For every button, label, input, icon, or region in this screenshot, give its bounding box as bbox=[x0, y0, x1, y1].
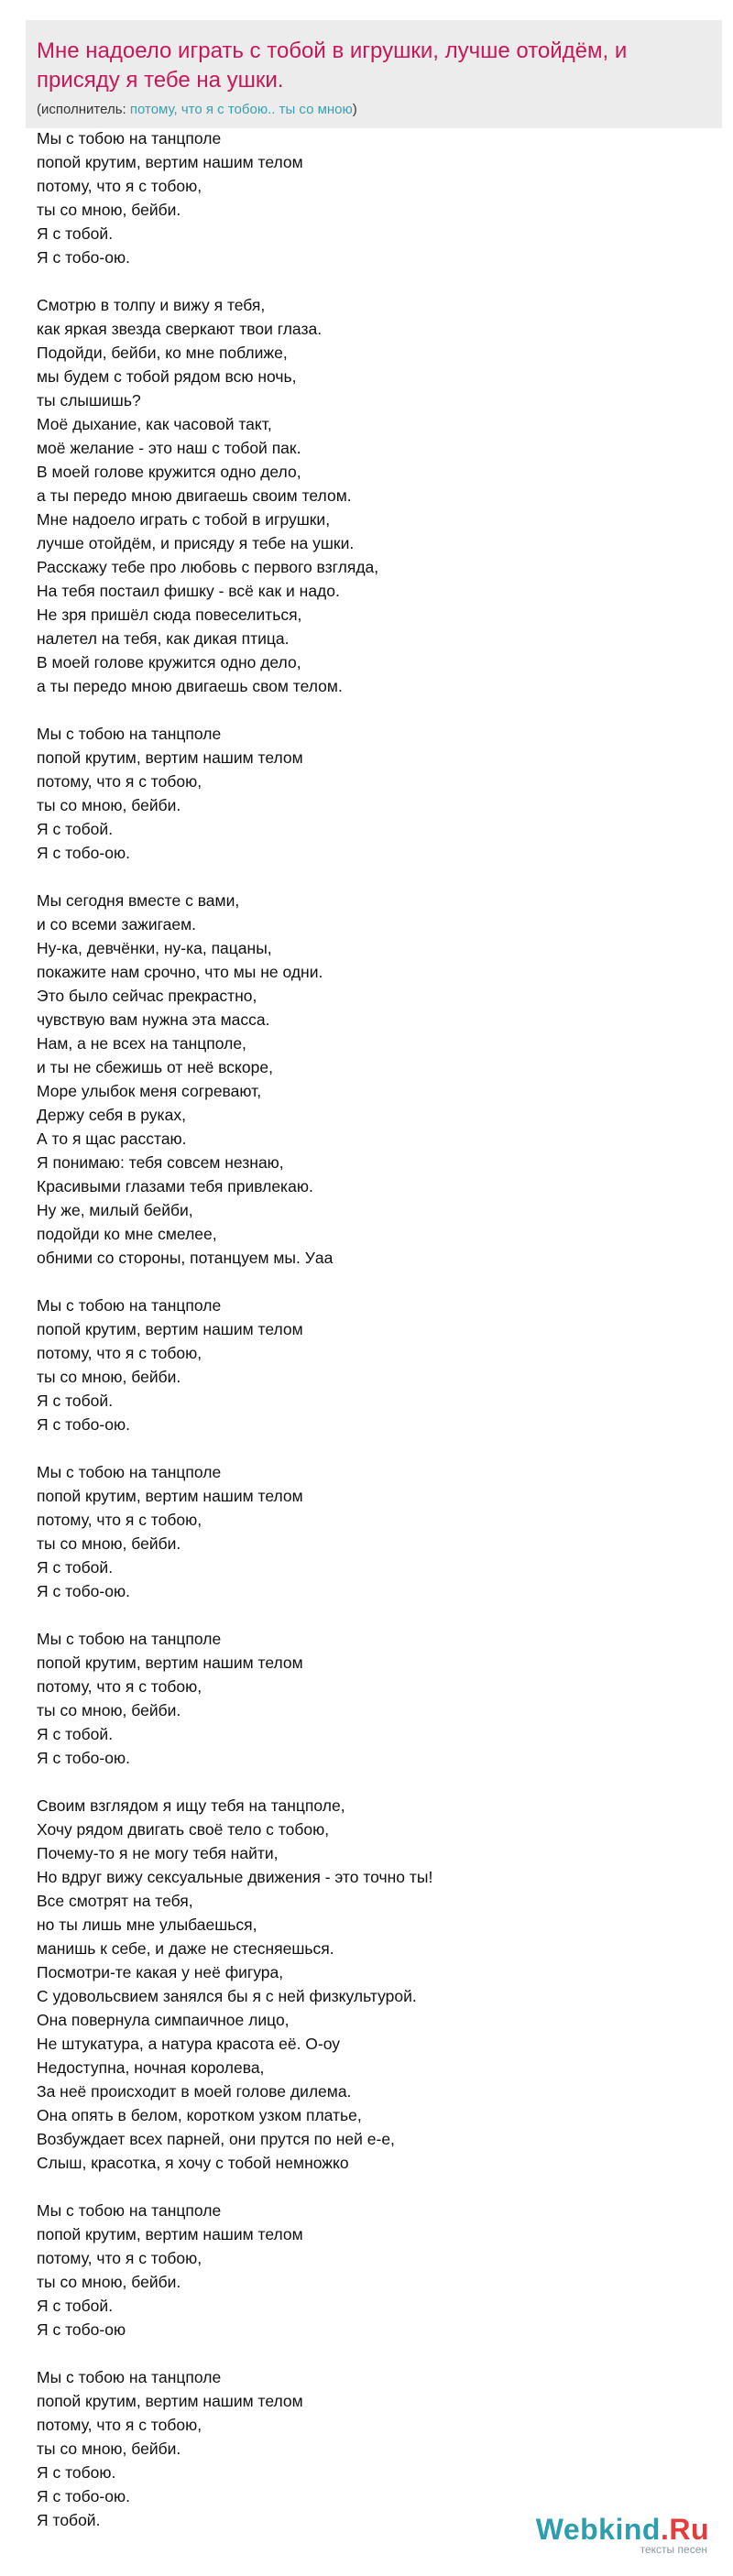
logo-tagline: тексты песен bbox=[640, 2543, 707, 2556]
lyrics-text: Мы с тобою на танцполе попой крутим, вертим нашим телом потому, что я с тобою, ты со мною, бейби. Я с тобой. Я с тобо-ою. Смотрю в толпу и вижу я тебя, как яркая звезда сверкают твои глаза. Подойди, бейби, ко мне поближе, мы будем с тобой рядом всю ночь, ты слышишь? Моё дыхание, как часовой такт, моё желание - это наш с тобой пак. В моей голове кружится одно дело, а ты передо мною двигаешь своим телом. Мне надоело играть с тобой в игрушки, лучше отойдём, и присяду я тебе на ушки. Расскажу тебе про любовь с первого взгляда, На тебя постаил фишку - всё как и надо. Не зря пришёл сюда повеселиться, налетел на тебя, как дикая птица. В моей голове кружится одно дело, а ты передо мною двигаешь свом телом. Мы с тобою на танцполе попой крутим, вертим нашим телом потому, что я с тобою, ты со мною, бейби. Я с тобой. Я с тобо-ою. Мы сегодня вместе с вами, и со всеми зажигаем. Ну-ка, девчёнки, ну-ка, пацаны, покажите нам срочно, что мы не одни. Это было сейчас прекрастно, чувствую вам нужна эта масса. Нам, а не всех на танцполе, и ты не сбежишь от неё вскоре, Море улыбок меня согревают, Держу себя в руках, А то я щас расстаю. Я понимаю: тебя совсем незнаю, Красивыми глазами тебя привлекаю. Ну же, милый бейби, подойди ко мне смелее, обними со стороны, потанцуем мы. Уаа Мы с тобою на танцполе попой крутим, вертим нашим телом потому, что я с тобою, ты со мною, бейби. Я с тобой. Я с тобо-ою. Мы с тобою на танцполе попой крутим, вертим нашим телом потому, что я с тобою, ты со мною, бейби. Я с тобой. Я с тобо-ою. Мы с тобою на танцполе попой крутим, вертим нашим телом потому, что я с тобою, ты со мною, бейби. Я с тобой. Я с тобо-ою. Своим взглядом я ищу тебя на танцполе, Хочу рядом двигать своё тело с тобою, Почему-то я не могу тебя найти, Но вдруг вижу сексуальные движения - это точно ты! Все смотрят на тебя, но ты лишь мне улыбаешься, манишь к себе, и даже не стесняешься. Посмотри-те какая у неё фигура, С удовольсвием занялся бы я с ней физкультурой. Она повернула симпаичное лицо, Не штукатура, а натура красота её. О-оу Недоступна, ночная королева, За неё происходит в моей голове дилема. Она опять в белом, коротком узком платье, Возбуждает всех парней, они прутся по ней е-е, Слыш, красотка, я хочу с тобой немножко Мы с тобою на танцполе попой крутим, вертим нашим телом потому, что я с тобою, ты со мною, бейби. Я с тобой. Я с тобо-ою Мы с тобою на танцполе попой крутим, вертим нашим телом потому, что я с тобою, ты со мною, бейби. Я с тобою. Я с тобо-ою. Я тобой. bbox=[37, 129, 433, 2529]
logo-wordmark bbox=[536, 2513, 709, 2547]
logo-name: Webkind bbox=[535, 2513, 661, 2546]
song-title: Мне надоело играть с тобой в игрушки, лучше отойдём, и присяду я тебе на ушки. bbox=[37, 38, 628, 93]
artist-prefix: (исполнитель: bbox=[37, 102, 130, 117]
site-logo[interactable] bbox=[536, 2513, 709, 2556]
song-header bbox=[26, 20, 722, 128]
logo-tld: .Ru bbox=[660, 2513, 709, 2546]
artist-line bbox=[37, 101, 704, 119]
artist-link[interactable]: потому, что я с тобою.. ты со мною bbox=[129, 102, 353, 117]
artist-suffix: ) bbox=[352, 102, 357, 117]
